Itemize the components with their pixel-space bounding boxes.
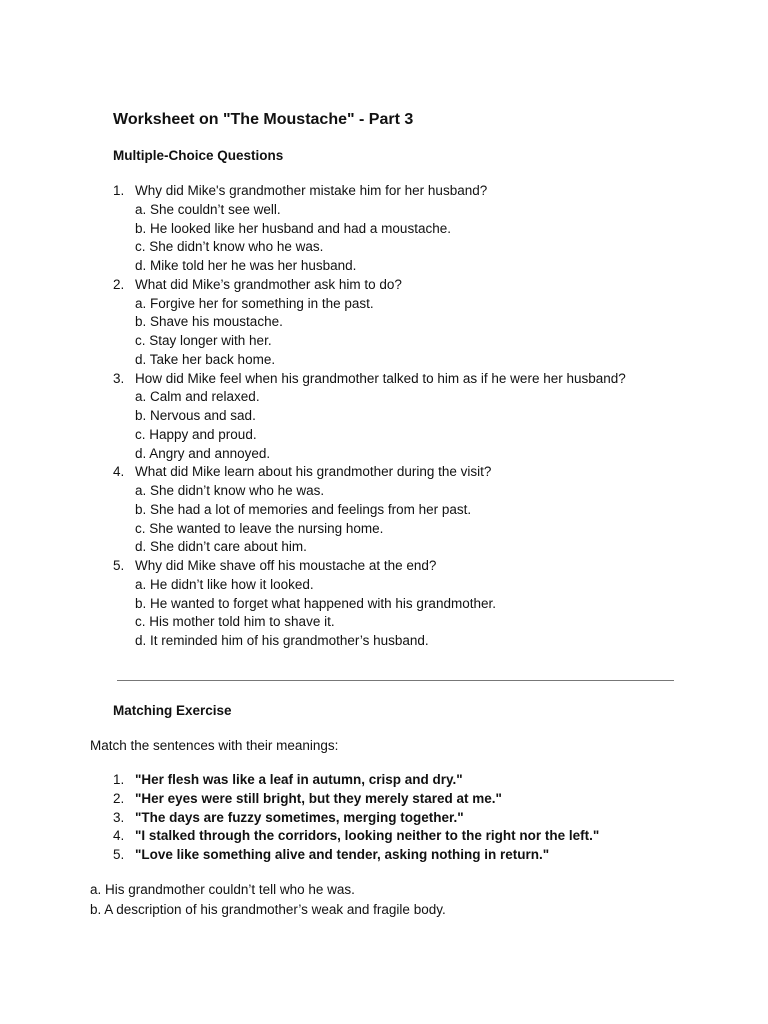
option-a: a. Calm and relaxed.	[135, 389, 260, 405]
matching-meaning-list	[90, 880, 446, 919]
section-divider	[117, 680, 674, 681]
option-b: b. He wanted to forget what happened with his grandmother.	[135, 595, 496, 611]
sentence-text: "I stalked through the corridors, looking neither to the right nor the left."	[135, 828, 600, 844]
question-number: 3.	[113, 370, 125, 386]
sentence-number: 3.	[113, 809, 125, 825]
matching-sentence	[113, 846, 599, 865]
question-number: 1.	[113, 183, 125, 198]
sentence-number: 4.	[113, 828, 125, 844]
option-a: a. She couldn’t see well.	[135, 201, 281, 217]
option-c: c. She didn’t know who he was.	[135, 239, 324, 255]
question-1	[113, 182, 713, 276]
matching-sentence	[113, 809, 599, 828]
option-d: d. Take her back home.	[135, 351, 276, 367]
option-d: d. She didn’t care about him.	[135, 539, 307, 555]
question-number: 5.	[113, 558, 125, 573]
matching-sentence-list	[113, 771, 599, 865]
option-d: d. Mike told her he was her husband.	[135, 258, 357, 273]
sentence-number: 1.	[113, 772, 125, 787]
question-text: Why did Mike shave off his moustache at the end?	[135, 558, 437, 573]
option-c: c. She wanted to leave the nursing home.	[135, 520, 384, 536]
sentence-number: 2.	[113, 790, 125, 806]
question-text: What did Mike’s grandmother ask him to do?	[135, 276, 402, 292]
question-text: How did Mike feel when his grandmother talked to him as if he were her husband?	[135, 370, 626, 386]
question-number: 4.	[113, 464, 125, 480]
matching-sentence	[113, 827, 599, 846]
question-4	[113, 463, 713, 557]
option-d: d. It reminded him of his grandmother’s husband.	[135, 633, 429, 648]
sentence-text: "Her eyes were still bright, but they merely stared at me."	[135, 790, 502, 806]
option-c: c. Happy and proud.	[135, 426, 257, 442]
question-text: Why did Mike's grandmother mistake him for her husband?	[135, 183, 488, 198]
sentence-text: "Her flesh was like a leaf in autumn, crisp and dry."	[135, 772, 463, 787]
option-c: c. Stay longer with her.	[135, 333, 272, 348]
sentence-number: 5.	[113, 847, 125, 862]
matching-sentence	[113, 790, 599, 809]
option-b: b. She had a lot of memories and feelings from her past.	[135, 501, 472, 517]
question-3	[113, 370, 713, 464]
question-number: 2.	[113, 276, 125, 292]
option-a: a. Forgive her for something in the past.	[135, 295, 374, 311]
matching-sentence	[113, 771, 599, 790]
sentence-text: "Love like something alive and tender, asking nothing in return."	[135, 847, 550, 862]
option-b: b. He looked like her husband and had a moustache.	[135, 220, 451, 236]
mcq-heading: Multiple-Choice Questions	[113, 148, 284, 163]
option-b: b. Shave his moustache.	[135, 314, 283, 330]
page-title: Worksheet on "The Moustache" - Part 3	[113, 111, 414, 128]
question-2	[113, 276, 713, 370]
matching-meaning: a. His grandmother couldn’t tell who he was.	[90, 882, 355, 897]
question-text: What did Mike learn about his grandmother during the visit?	[135, 464, 492, 480]
mcq-list	[113, 182, 713, 651]
matching-instruction: Match the sentences with their meanings:	[90, 738, 339, 753]
question-5	[113, 557, 713, 651]
option-a: a. She didn’t know who he was.	[135, 483, 325, 498]
option-a: a. He didn’t like how it looked.	[135, 576, 314, 592]
matching-heading: Matching Exercise	[113, 703, 232, 718]
option-d: d. Angry and annoyed.	[135, 445, 271, 461]
matching-meaning: b. A description of his grandmother’s weak and fragile body.	[90, 901, 446, 917]
sentence-text: "The days are fuzzy sometimes, merging together."	[135, 809, 464, 825]
option-b: b. Nervous and sad.	[135, 408, 256, 423]
option-c: c. His mother told him to shave it.	[135, 614, 335, 630]
